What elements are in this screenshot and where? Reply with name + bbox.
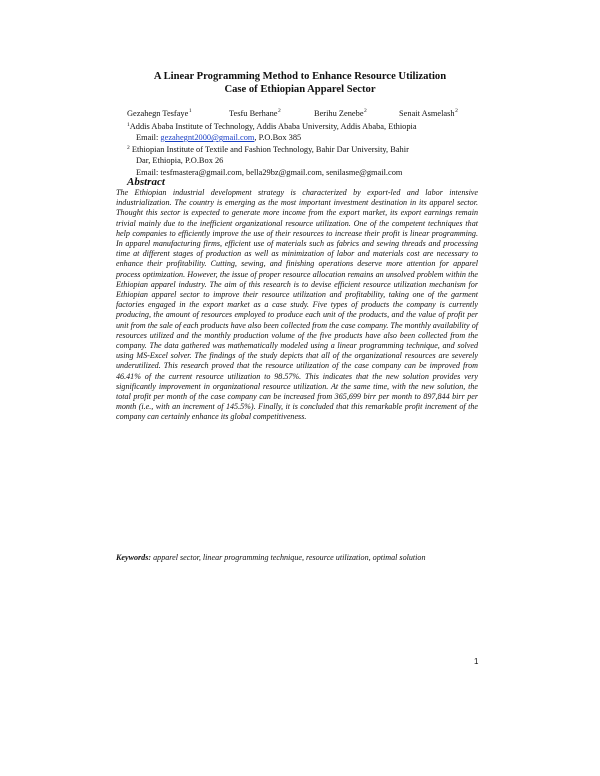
author-2: Tesfu Berhane$^2$	[229, 108, 281, 118]
affiliation-1-email: Email: gezahegnt2000@gmail.com, P.O.Box 385	[136, 133, 302, 142]
email-link[interactable]: gezahegnt2000@gmail.com	[160, 133, 255, 142]
affiliation-1: $^1$Addis Ababa Institute of Technology, Addis Ababa University, Addis Ababa, Ethiopia	[127, 122, 417, 131]
keywords-text: apparel sector, linear programming technique, resource utilization, optimal solution	[151, 553, 426, 562]
abstract-text: The Ethiopian industrial development strategy is characterized by export-led and labor intensive industrialization. The country is emerging as the most important investment destination in its apparel sector. Thought this sector is expected to generate more income from the export market, its export earnings remain trivial mainly due to the inefficient organizational resource utilization. One of the competent techniques that help companies to efficiently improve the use of their resources to increase their profit is linear programming. In apparel manufacturing firms, efficient use of materials such as fabrics and sewing threads and processing time at different stages of production as well as minimization of labor and materials cost are necessary to enhance their profitability. Cutting, sewing, and finishing operations deserve more attention for apparel process optimization. However, the issue of proper resource allocation remains an unsolved problem within the Ethiopian apparel industry. The aim of this research is to devise efficient resource utilization mechanism for Ethiopian apparel sector to improve their resource utilization and profitability, taking one of the garment factories engaged in the export market as a case study. Five types of products the company is currently producing, the amount of resources employed to produce each unit of the products, and the value of profit per unit from the sale of each products have also been collected from the case company. The monthly availability of resources utilized and the monthly production volume of the five products have also been collected from the company. The data gathered was mathematically modeled using a linear programming technique, and solved using MS-Excel solver. The findings of the study depicts that all of the organizational resources are severely underutilized. This research proved that the resource utilization of the case company can be improved from 46.41% of the current resource utilization to 98.57%. This indicates that the new solution provides very significantly improvement in organizational resource utilization. At the same time, with the new solution, the total profit per month of the case company can be increased from 365,699 birr per month to 897,844 birr per month (i.e., with an increment of 145.5%). Finally, it is concluded that this remarkable profit increment of the company can certainly enhance its global competitiveness.	[116, 188, 478, 422]
author-3: Berihu Zenebe$^2$	[314, 108, 367, 118]
affiliation-2-emails: Email: tesfmastera@gmail.com, bella29bz@gmail.com, senilasme@gmail.com	[136, 168, 403, 177]
paper-title-line-2: Case of Ethiopian Apparel Sector	[224, 84, 376, 95]
author-1: Gezahegn Tesfaye$^1$	[127, 108, 192, 118]
paper-title-line-1: A Linear Programming Method to Enhance Resource Utilization	[153, 71, 447, 82]
page-number: 1	[474, 657, 479, 666]
author-4: Senait Asmelash$^2$	[399, 108, 458, 118]
affiliation-2-line-2: Dar, Ethiopia, P.O.Box 26	[136, 156, 224, 165]
keywords	[116, 553, 478, 563]
abstract-heading: Abstract	[127, 176, 165, 188]
keywords-label: Keywords:	[116, 553, 152, 562]
affiliation-2: $^2$ Ethiopian Institute of Textile and Fashion Technology, Bahir Dar University, Bahir	[127, 145, 409, 154]
